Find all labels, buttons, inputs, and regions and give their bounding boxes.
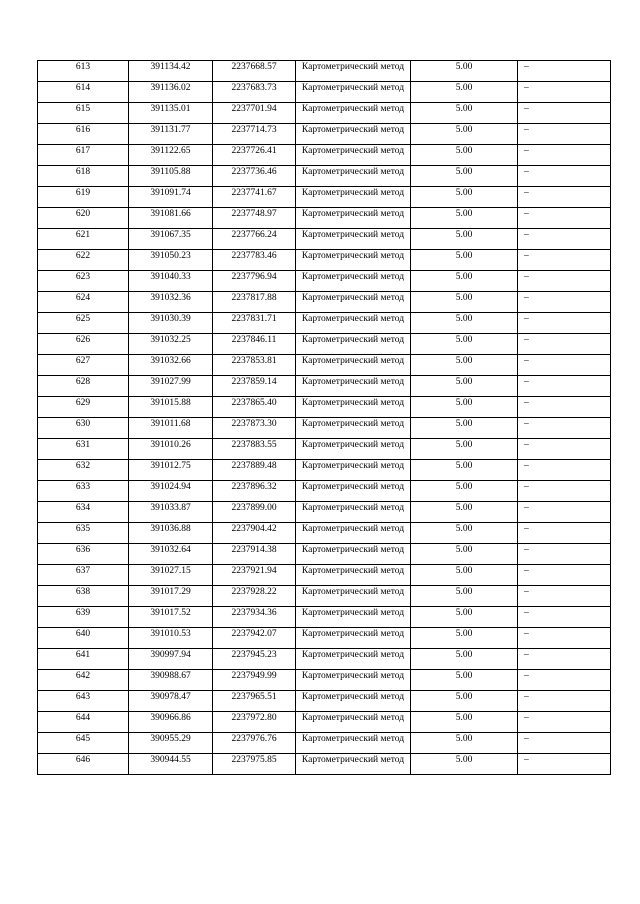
point-number-cell: 641 xyxy=(38,649,129,670)
y-coordinate-cell: 2237934.36 xyxy=(213,607,296,628)
y-coordinate-cell: 2237975.85 xyxy=(213,754,296,775)
y-coordinate-cell: 2237865.40 xyxy=(213,397,296,418)
accuracy-cell: 5.00 xyxy=(411,628,518,649)
y-coordinate-cell: 2237889.48 xyxy=(213,460,296,481)
coordinates-table-body xyxy=(38,61,611,775)
table-row xyxy=(38,670,611,691)
y-coordinate-cell: 2237921.94 xyxy=(213,565,296,586)
table-row xyxy=(38,712,611,733)
table-row xyxy=(38,208,611,229)
table-row xyxy=(38,439,611,460)
note-cell: – xyxy=(518,670,611,691)
table-row xyxy=(38,628,611,649)
note-cell: – xyxy=(518,523,611,544)
table-row xyxy=(38,145,611,166)
x-coordinate-cell: 391136.02 xyxy=(129,82,213,103)
note-cell: – xyxy=(518,565,611,586)
method-cell: Картометрический метод xyxy=(296,691,411,712)
accuracy-cell: 5.00 xyxy=(411,754,518,775)
accuracy-cell: 5.00 xyxy=(411,418,518,439)
accuracy-cell: 5.00 xyxy=(411,397,518,418)
y-coordinate-cell: 2237783.46 xyxy=(213,250,296,271)
accuracy-cell: 5.00 xyxy=(411,166,518,187)
method-cell: Картометрический метод xyxy=(296,208,411,229)
point-number-cell: 646 xyxy=(38,754,129,775)
y-coordinate-cell: 2237683.73 xyxy=(213,82,296,103)
x-coordinate-cell: 391032.36 xyxy=(129,292,213,313)
accuracy-cell: 5.00 xyxy=(411,61,518,82)
x-coordinate-cell: 391032.64 xyxy=(129,544,213,565)
accuracy-cell: 5.00 xyxy=(411,124,518,145)
x-coordinate-cell: 390966.86 xyxy=(129,712,213,733)
note-cell: – xyxy=(518,334,611,355)
x-coordinate-cell: 390988.67 xyxy=(129,670,213,691)
note-cell: – xyxy=(518,460,611,481)
note-cell: – xyxy=(518,355,611,376)
method-cell: Картометрический метод xyxy=(296,145,411,166)
note-cell: – xyxy=(518,712,611,733)
y-coordinate-cell: 2237714.73 xyxy=(213,124,296,145)
accuracy-cell: 5.00 xyxy=(411,208,518,229)
method-cell: Картометрический метод xyxy=(296,523,411,544)
table-row xyxy=(38,649,611,670)
table-row xyxy=(38,754,611,775)
point-number-cell: 623 xyxy=(38,271,129,292)
table-row xyxy=(38,565,611,586)
accuracy-cell: 5.00 xyxy=(411,712,518,733)
point-number-cell: 624 xyxy=(38,292,129,313)
table-row xyxy=(38,691,611,712)
table-row xyxy=(38,187,611,208)
table-row xyxy=(38,166,611,187)
x-coordinate-cell: 391135.01 xyxy=(129,103,213,124)
x-coordinate-cell: 391027.15 xyxy=(129,565,213,586)
method-cell: Картометрический метод xyxy=(296,439,411,460)
table-row xyxy=(38,376,611,397)
accuracy-cell: 5.00 xyxy=(411,460,518,481)
point-number-cell: 639 xyxy=(38,607,129,628)
accuracy-cell: 5.00 xyxy=(411,187,518,208)
method-cell: Картометрический метод xyxy=(296,334,411,355)
y-coordinate-cell: 2237873.30 xyxy=(213,418,296,439)
table-row xyxy=(38,733,611,754)
x-coordinate-cell: 391032.66 xyxy=(129,355,213,376)
y-coordinate-cell: 2237896.32 xyxy=(213,481,296,502)
point-number-cell: 633 xyxy=(38,481,129,502)
point-number-cell: 627 xyxy=(38,355,129,376)
y-coordinate-cell: 2237942.07 xyxy=(213,628,296,649)
method-cell: Картометрический метод xyxy=(296,481,411,502)
accuracy-cell: 5.00 xyxy=(411,649,518,670)
point-number-cell: 640 xyxy=(38,628,129,649)
table-row xyxy=(38,292,611,313)
point-number-cell: 644 xyxy=(38,712,129,733)
table-row xyxy=(38,418,611,439)
accuracy-cell: 5.00 xyxy=(411,376,518,397)
x-coordinate-cell: 391017.52 xyxy=(129,607,213,628)
point-number-cell: 618 xyxy=(38,166,129,187)
y-coordinate-cell: 2237748.97 xyxy=(213,208,296,229)
method-cell: Картометрический метод xyxy=(296,355,411,376)
method-cell: Картометрический метод xyxy=(296,586,411,607)
x-coordinate-cell: 391015.88 xyxy=(129,397,213,418)
note-cell: – xyxy=(518,82,611,103)
method-cell: Картометрический метод xyxy=(296,103,411,124)
method-cell: Картометрический метод xyxy=(296,544,411,565)
note-cell: – xyxy=(518,124,611,145)
table-row xyxy=(38,397,611,418)
note-cell: – xyxy=(518,250,611,271)
accuracy-cell: 5.00 xyxy=(411,355,518,376)
x-coordinate-cell: 391067.35 xyxy=(129,229,213,250)
method-cell: Картометрический метод xyxy=(296,565,411,586)
y-coordinate-cell: 2237883.55 xyxy=(213,439,296,460)
note-cell: – xyxy=(518,418,611,439)
table-row xyxy=(38,607,611,628)
method-cell: Картометрический метод xyxy=(296,61,411,82)
accuracy-cell: 5.00 xyxy=(411,145,518,166)
point-number-cell: 615 xyxy=(38,103,129,124)
y-coordinate-cell: 2237976.76 xyxy=(213,733,296,754)
x-coordinate-cell: 391032.25 xyxy=(129,334,213,355)
method-cell: Картометрический метод xyxy=(296,607,411,628)
method-cell: Картометрический метод xyxy=(296,754,411,775)
note-cell: – xyxy=(518,691,611,712)
x-coordinate-cell: 391024.94 xyxy=(129,481,213,502)
x-coordinate-cell: 391040.33 xyxy=(129,271,213,292)
method-cell: Картометрический метод xyxy=(296,376,411,397)
y-coordinate-cell: 2237853.81 xyxy=(213,355,296,376)
table-row xyxy=(38,523,611,544)
method-cell: Картометрический метод xyxy=(296,292,411,313)
y-coordinate-cell: 2237899.00 xyxy=(213,502,296,523)
y-coordinate-cell: 2237741.67 xyxy=(213,187,296,208)
x-coordinate-cell: 391010.53 xyxy=(129,628,213,649)
table-row xyxy=(38,271,611,292)
x-coordinate-cell: 391033.87 xyxy=(129,502,213,523)
method-cell: Картометрический метод xyxy=(296,166,411,187)
point-number-cell: 621 xyxy=(38,229,129,250)
x-coordinate-cell: 391105.88 xyxy=(129,166,213,187)
x-coordinate-cell: 391134.42 xyxy=(129,61,213,82)
table-row xyxy=(38,460,611,481)
note-cell: – xyxy=(518,61,611,82)
point-number-cell: 637 xyxy=(38,565,129,586)
y-coordinate-cell: 2237914.38 xyxy=(213,544,296,565)
note-cell: – xyxy=(518,628,611,649)
y-coordinate-cell: 2237928.22 xyxy=(213,586,296,607)
accuracy-cell: 5.00 xyxy=(411,439,518,460)
accuracy-cell: 5.00 xyxy=(411,733,518,754)
x-coordinate-cell: 391011.68 xyxy=(129,418,213,439)
note-cell: – xyxy=(518,187,611,208)
accuracy-cell: 5.00 xyxy=(411,607,518,628)
x-coordinate-cell: 391027.99 xyxy=(129,376,213,397)
point-number-cell: 645 xyxy=(38,733,129,754)
x-coordinate-cell: 391030.39 xyxy=(129,313,213,334)
method-cell: Картометрический метод xyxy=(296,628,411,649)
y-coordinate-cell: 2237726.41 xyxy=(213,145,296,166)
method-cell: Картометрический метод xyxy=(296,250,411,271)
note-cell: – xyxy=(518,607,611,628)
x-coordinate-cell: 391091.74 xyxy=(129,187,213,208)
accuracy-cell: 5.00 xyxy=(411,502,518,523)
table-row xyxy=(38,313,611,334)
y-coordinate-cell: 2237817.88 xyxy=(213,292,296,313)
point-number-cell: 632 xyxy=(38,460,129,481)
point-number-cell: 619 xyxy=(38,187,129,208)
y-coordinate-cell: 2237965.51 xyxy=(213,691,296,712)
accuracy-cell: 5.00 xyxy=(411,250,518,271)
table-row xyxy=(38,82,611,103)
accuracy-cell: 5.00 xyxy=(411,586,518,607)
y-coordinate-cell: 2237736.46 xyxy=(213,166,296,187)
x-coordinate-cell: 391122.65 xyxy=(129,145,213,166)
method-cell: Картометрический метод xyxy=(296,229,411,250)
note-cell: – xyxy=(518,271,611,292)
method-cell: Картометрический метод xyxy=(296,460,411,481)
point-number-cell: 643 xyxy=(38,691,129,712)
method-cell: Картометрический метод xyxy=(296,187,411,208)
point-number-cell: 636 xyxy=(38,544,129,565)
table-row xyxy=(38,334,611,355)
table-row xyxy=(38,502,611,523)
note-cell: – xyxy=(518,166,611,187)
x-coordinate-cell: 390997.94 xyxy=(129,649,213,670)
method-cell: Картометрический метод xyxy=(296,82,411,103)
y-coordinate-cell: 2237904.42 xyxy=(213,523,296,544)
point-number-cell: 635 xyxy=(38,523,129,544)
y-coordinate-cell: 2237796.94 xyxy=(213,271,296,292)
table-row xyxy=(38,586,611,607)
method-cell: Картометрический метод xyxy=(296,418,411,439)
table-row xyxy=(38,544,611,565)
note-cell: – xyxy=(518,103,611,124)
note-cell: – xyxy=(518,586,611,607)
x-coordinate-cell: 391131.77 xyxy=(129,124,213,145)
method-cell: Картометрический метод xyxy=(296,271,411,292)
method-cell: Картометрический метод xyxy=(296,670,411,691)
accuracy-cell: 5.00 xyxy=(411,334,518,355)
accuracy-cell: 5.00 xyxy=(411,523,518,544)
accuracy-cell: 5.00 xyxy=(411,670,518,691)
y-coordinate-cell: 2237949.99 xyxy=(213,670,296,691)
y-coordinate-cell: 2237846.11 xyxy=(213,334,296,355)
note-cell: – xyxy=(518,481,611,502)
x-coordinate-cell: 391081.66 xyxy=(129,208,213,229)
accuracy-cell: 5.00 xyxy=(411,103,518,124)
x-coordinate-cell: 391010.26 xyxy=(129,439,213,460)
accuracy-cell: 5.00 xyxy=(411,229,518,250)
accuracy-cell: 5.00 xyxy=(411,82,518,103)
accuracy-cell: 5.00 xyxy=(411,271,518,292)
y-coordinate-cell: 2237701.94 xyxy=(213,103,296,124)
y-coordinate-cell: 2237668.57 xyxy=(213,61,296,82)
point-number-cell: 620 xyxy=(38,208,129,229)
note-cell: – xyxy=(518,754,611,775)
x-coordinate-cell: 390944.55 xyxy=(129,754,213,775)
method-cell: Картометрический метод xyxy=(296,124,411,145)
note-cell: – xyxy=(518,544,611,565)
note-cell: – xyxy=(518,145,611,166)
method-cell: Картометрический метод xyxy=(296,397,411,418)
accuracy-cell: 5.00 xyxy=(411,565,518,586)
coordinates-table xyxy=(37,60,611,775)
point-number-cell: 622 xyxy=(38,250,129,271)
point-number-cell: 613 xyxy=(38,61,129,82)
accuracy-cell: 5.00 xyxy=(411,691,518,712)
point-number-cell: 642 xyxy=(38,670,129,691)
x-coordinate-cell: 390978.47 xyxy=(129,691,213,712)
point-number-cell: 638 xyxy=(38,586,129,607)
accuracy-cell: 5.00 xyxy=(411,292,518,313)
y-coordinate-cell: 2237945.23 xyxy=(213,649,296,670)
x-coordinate-cell: 391050.23 xyxy=(129,250,213,271)
method-cell: Картометрический метод xyxy=(296,313,411,334)
table-row xyxy=(38,229,611,250)
note-cell: – xyxy=(518,292,611,313)
note-cell: – xyxy=(518,439,611,460)
note-cell: – xyxy=(518,229,611,250)
note-cell: – xyxy=(518,649,611,670)
accuracy-cell: 5.00 xyxy=(411,313,518,334)
table-row xyxy=(38,61,611,82)
point-number-cell: 629 xyxy=(38,397,129,418)
x-coordinate-cell: 391012.75 xyxy=(129,460,213,481)
accuracy-cell: 5.00 xyxy=(411,544,518,565)
y-coordinate-cell: 2237831.71 xyxy=(213,313,296,334)
point-number-cell: 631 xyxy=(38,439,129,460)
note-cell: – xyxy=(518,313,611,334)
table-row xyxy=(38,481,611,502)
table-row xyxy=(38,250,611,271)
y-coordinate-cell: 2237859.14 xyxy=(213,376,296,397)
point-number-cell: 628 xyxy=(38,376,129,397)
table-row xyxy=(38,103,611,124)
note-cell: – xyxy=(518,376,611,397)
method-cell: Картометрический метод xyxy=(296,649,411,670)
method-cell: Картометрический метод xyxy=(296,712,411,733)
x-coordinate-cell: 391017.29 xyxy=(129,586,213,607)
point-number-cell: 634 xyxy=(38,502,129,523)
accuracy-cell: 5.00 xyxy=(411,481,518,502)
x-coordinate-cell: 390955.29 xyxy=(129,733,213,754)
point-number-cell: 630 xyxy=(38,418,129,439)
note-cell: – xyxy=(518,208,611,229)
note-cell: – xyxy=(518,502,611,523)
note-cell: – xyxy=(518,397,611,418)
table-row xyxy=(38,355,611,376)
method-cell: Картометрический метод xyxy=(296,733,411,754)
point-number-cell: 625 xyxy=(38,313,129,334)
y-coordinate-cell: 2237766.24 xyxy=(213,229,296,250)
method-cell: Картометрический метод xyxy=(296,502,411,523)
point-number-cell: 626 xyxy=(38,334,129,355)
point-number-cell: 617 xyxy=(38,145,129,166)
note-cell: – xyxy=(518,733,611,754)
point-number-cell: 614 xyxy=(38,82,129,103)
y-coordinate-cell: 2237972.80 xyxy=(213,712,296,733)
table-row xyxy=(38,124,611,145)
point-number-cell: 616 xyxy=(38,124,129,145)
x-coordinate-cell: 391036.88 xyxy=(129,523,213,544)
